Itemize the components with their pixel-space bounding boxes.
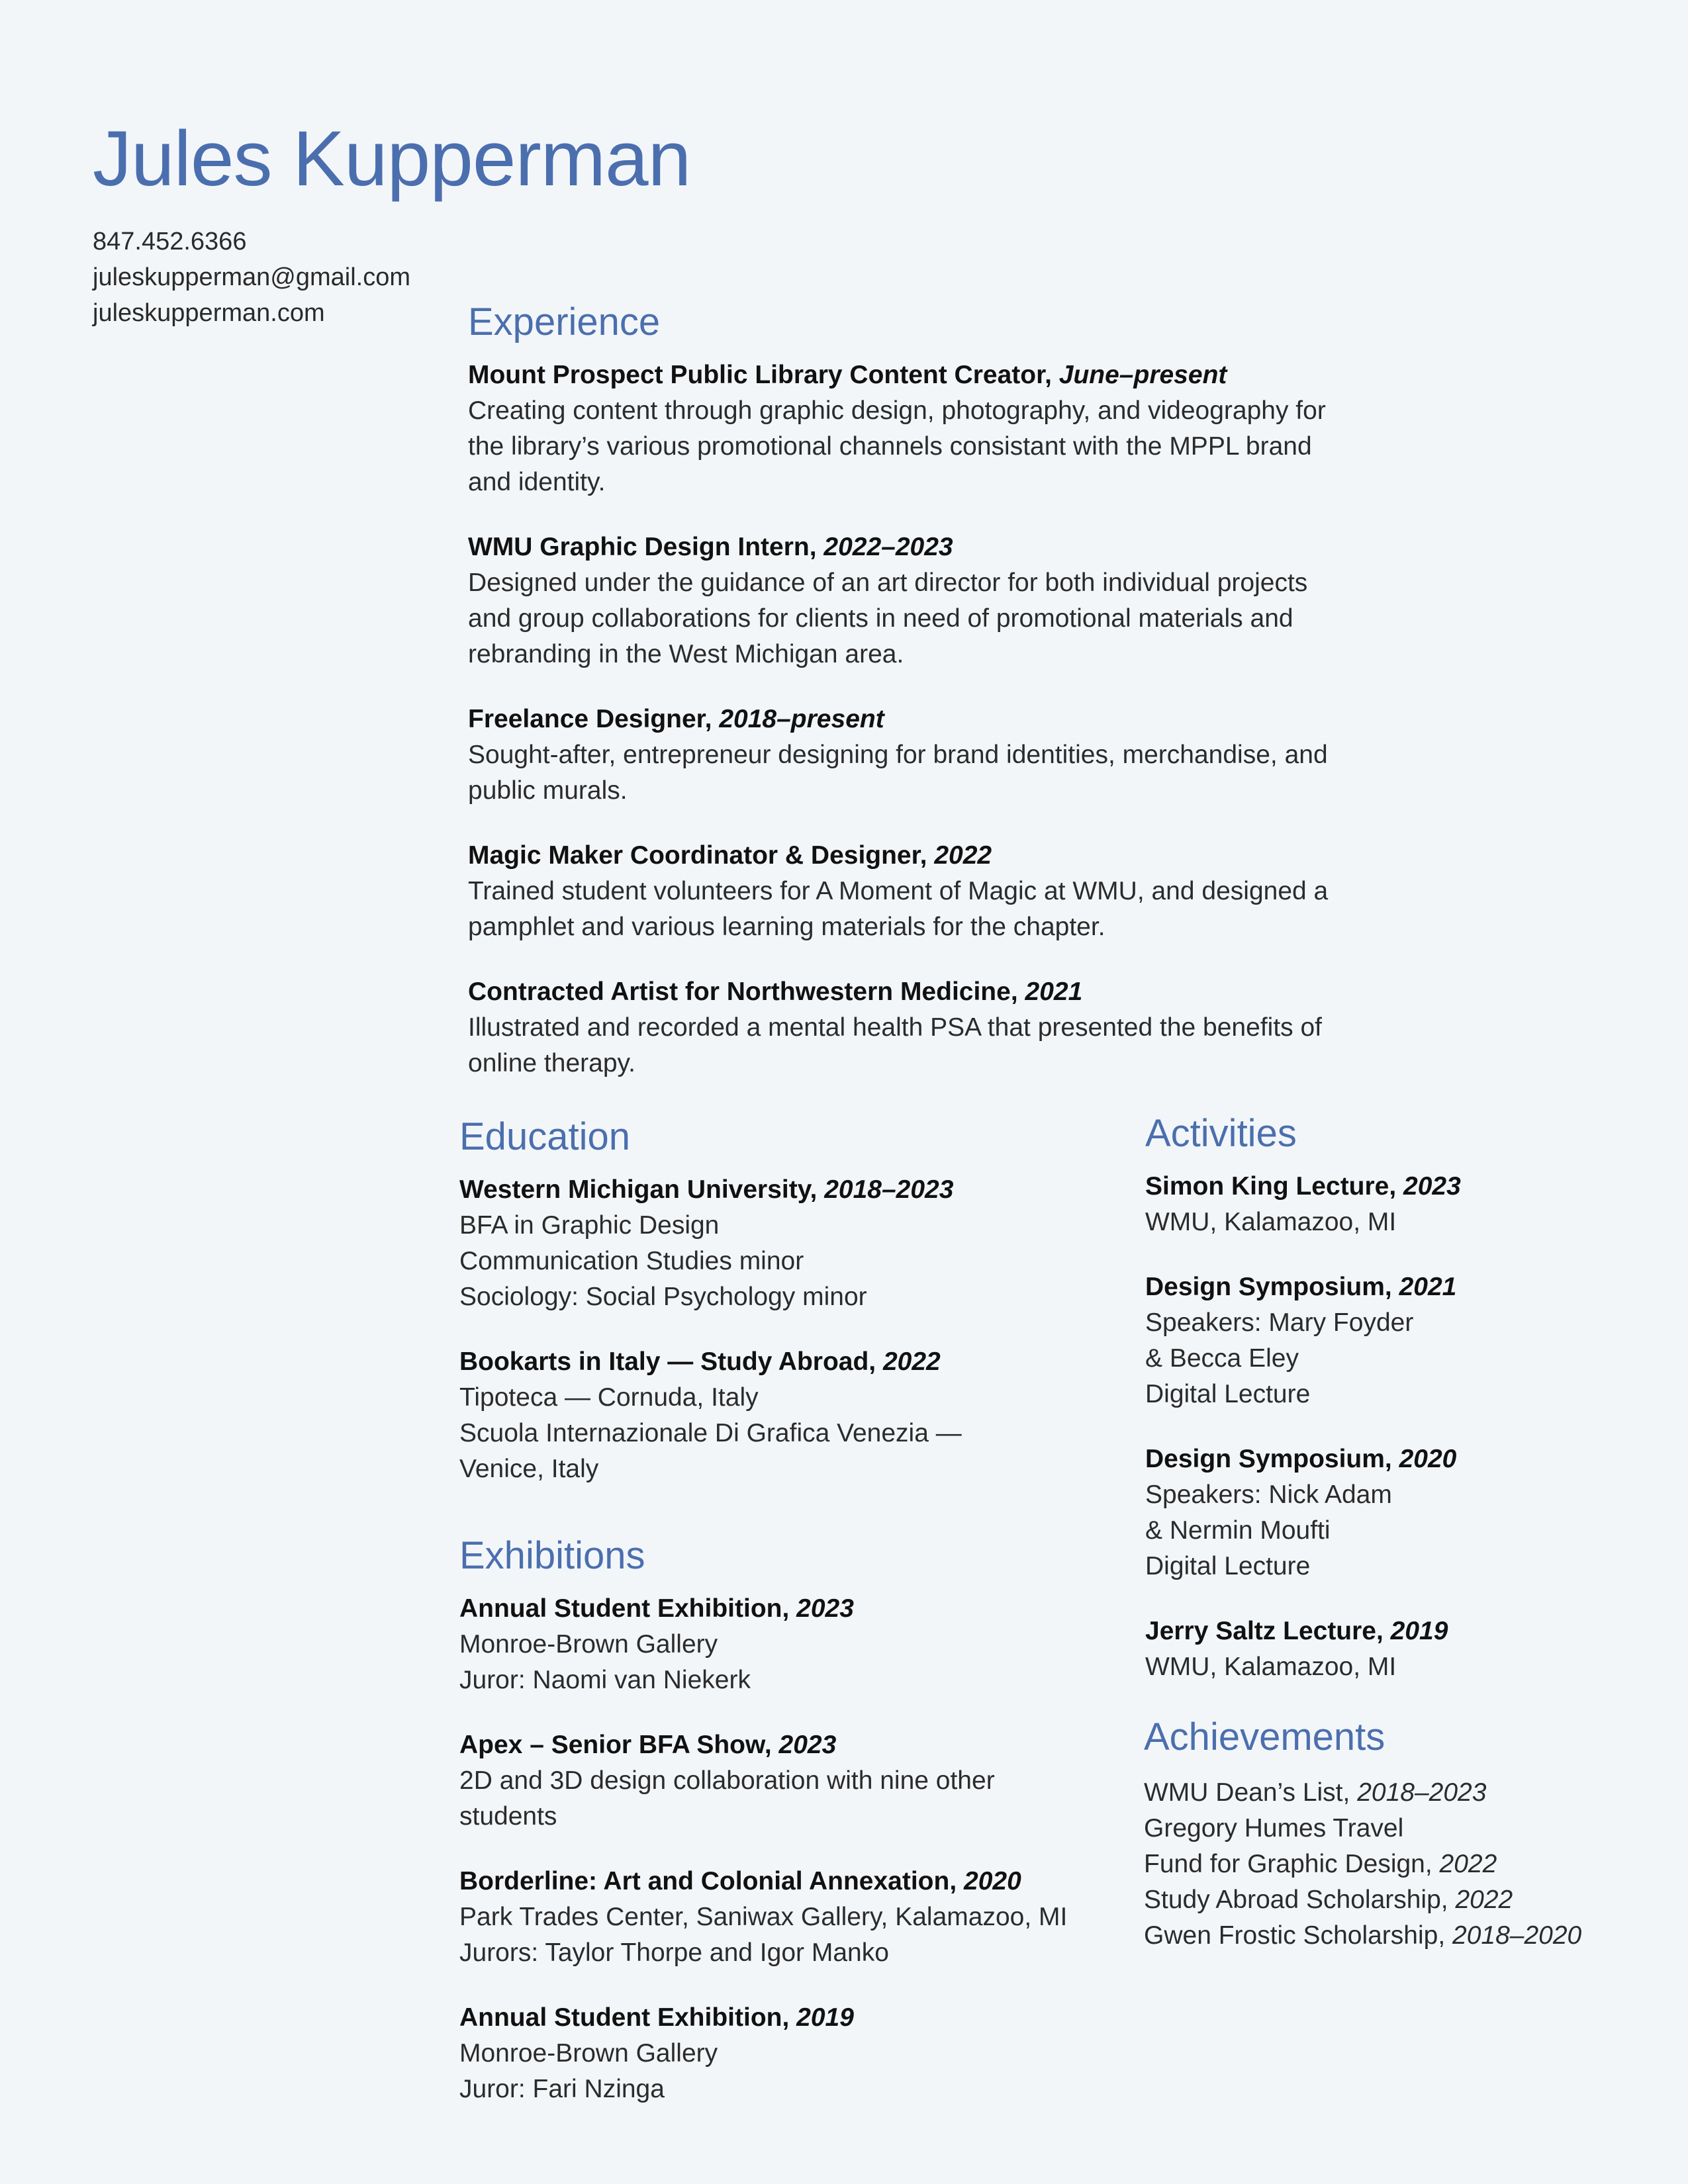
entry-description-line: Illustrated and recorded a mental health PSA that presented the benefits of bbox=[468, 1013, 1323, 1042]
entry-description-line: Park Trades Center, Saniwax Gallery, Kalamazoo, MI bbox=[459, 1902, 1068, 1931]
achievement-item bbox=[1144, 1882, 1647, 1918]
entry-description-line: Monroe-Brown Gallery bbox=[459, 2038, 718, 2068]
entry-description-line: Designed under the guidance of an art director for both individual projects bbox=[468, 568, 1308, 597]
entry-years: 2021 bbox=[1399, 1272, 1457, 1301]
entry-description-line: Digital Lecture bbox=[1145, 1379, 1311, 1408]
entry-years: 2022–2023 bbox=[823, 532, 953, 561]
achievement-item bbox=[1144, 1918, 1647, 1954]
entry-years: 2019 bbox=[796, 2003, 854, 2032]
entry bbox=[1145, 1614, 1609, 1685]
entry-description-line: Monroe-Brown Gallery bbox=[459, 1629, 718, 1659]
entry-title: Design Symposium, bbox=[1145, 1444, 1399, 1473]
entry bbox=[468, 357, 1461, 500]
entry-heading bbox=[459, 2000, 1095, 2036]
entry-years: 2023 bbox=[778, 1730, 837, 1759]
entry bbox=[468, 529, 1461, 672]
entry-description-line: Juror: Naomi van Niekerk bbox=[459, 1665, 751, 1694]
entry-heading bbox=[1145, 1169, 1609, 1205]
phone-number: 847.452.6366 bbox=[93, 228, 247, 255]
entry-heading bbox=[459, 1864, 1095, 1899]
entry-title: Simon King Lecture, bbox=[1145, 1171, 1404, 1201]
exhibitions-section bbox=[459, 1533, 1095, 2136]
website: juleskupperman.com bbox=[93, 299, 325, 327]
entry-years: 2023 bbox=[796, 1594, 854, 1623]
entry-description-line: Venice, Italy bbox=[459, 1454, 599, 1483]
entry-heading bbox=[459, 1591, 1095, 1627]
entry-heading bbox=[468, 529, 1461, 565]
entry bbox=[468, 838, 1461, 945]
entry-description-line: Juror: Fari Nzinga bbox=[459, 2074, 665, 2103]
entry-title: Freelance Designer, bbox=[468, 704, 720, 733]
entry-description-line: 2D and 3D design collaboration with nine other bbox=[459, 1766, 995, 1795]
entry-description-line: public murals. bbox=[468, 776, 628, 805]
entry-heading bbox=[468, 702, 1461, 737]
entry bbox=[459, 1591, 1095, 1698]
entry-title: Jerry Saltz Lecture, bbox=[1145, 1616, 1391, 1645]
entry-title: Design Symposium, bbox=[1145, 1272, 1399, 1301]
entry-description-line: the library’s various promotional channels consistant with the MPPL brand bbox=[468, 432, 1312, 461]
entry bbox=[459, 2000, 1095, 2107]
entry-title: Borderline: Art and Colonial Annexation, bbox=[459, 1866, 964, 1895]
entry bbox=[468, 974, 1461, 1081]
entry-description-line: Tipoteca — Cornuda, Italy bbox=[459, 1383, 759, 1412]
entry-description-line: Jurors: Taylor Thorpe and Igor Manko bbox=[459, 1938, 889, 1967]
entry-heading bbox=[459, 1344, 1095, 1380]
entry-description-line: WMU, Kalamazoo, MI bbox=[1145, 1207, 1397, 1236]
entry-description-line: Communication Studies minor bbox=[459, 1246, 804, 1275]
achievement-years: 2018–2023 bbox=[1357, 1778, 1487, 1807]
education-section bbox=[459, 1114, 1095, 1516]
entry-heading bbox=[468, 357, 1461, 393]
experience-section bbox=[468, 299, 1461, 1111]
entry-title: Annual Student Exhibition, bbox=[459, 1594, 797, 1623]
experience-heading: Experience bbox=[468, 300, 661, 343]
entry-description-line: and group collaborations for clients in need of promotional materials and bbox=[468, 604, 1293, 633]
entry bbox=[459, 1172, 1095, 1315]
entry-heading bbox=[1145, 1269, 1609, 1305]
entry-description-line: and identity. bbox=[468, 467, 606, 496]
entry-title: Western Michigan University, bbox=[459, 1175, 825, 1204]
entry-heading bbox=[459, 1727, 1095, 1763]
entry-title: Annual Student Exhibition, bbox=[459, 2003, 797, 2032]
achievement-text: Fund for Graphic Design, bbox=[1144, 1849, 1440, 1878]
entry-heading bbox=[1145, 1441, 1609, 1477]
entry-description-line: WMU, Kalamazoo, MI bbox=[1145, 1652, 1397, 1681]
achievement-text: Study Abroad Scholarship, bbox=[1144, 1885, 1456, 1914]
achievement-text: Gwen Frostic Scholarship, bbox=[1144, 1921, 1453, 1950]
entry-title: Mount Prospect Public Library Content Creator, bbox=[468, 360, 1059, 389]
entry-years: 2018–present bbox=[719, 704, 884, 733]
entry-years: 2020 bbox=[964, 1866, 1021, 1895]
resume-name: Jules Kupperman bbox=[93, 115, 691, 203]
entry-title: WMU Graphic Design Intern, bbox=[468, 532, 824, 561]
achievement-item bbox=[1144, 1846, 1647, 1882]
entry-title: Contracted Artist for Northwestern Medicine, bbox=[468, 977, 1025, 1006]
achievements-section bbox=[1144, 1714, 1647, 1954]
entry-title: Apex – Senior BFA Show, bbox=[459, 1730, 779, 1759]
entry-years: 2023 bbox=[1403, 1171, 1461, 1201]
entry-description-line: BFA in Graphic Design bbox=[459, 1210, 720, 1240]
entry bbox=[459, 1727, 1095, 1835]
entry-years: 2018–2023 bbox=[824, 1175, 954, 1204]
entry bbox=[459, 1344, 1095, 1487]
achievements-heading: Achievements bbox=[1144, 1715, 1385, 1758]
entry bbox=[1145, 1169, 1609, 1240]
entry-description-line: Sought-after, entrepreneur designing for brand identities, merchandise, and bbox=[468, 740, 1328, 769]
entry-years: 2022 bbox=[934, 841, 992, 870]
entry-heading bbox=[459, 1172, 1095, 1208]
entry-heading bbox=[468, 974, 1461, 1010]
entry-years: 2022 bbox=[882, 1347, 941, 1376]
entry-description-line: Sociology: Social Psychology minor bbox=[459, 1282, 867, 1311]
achievement-item bbox=[1144, 1811, 1647, 1846]
achievement-years: 2018–2020 bbox=[1452, 1921, 1582, 1950]
entry-description-line: Scuola Internazionale Di Grafica Venezia — bbox=[459, 1418, 962, 1447]
achievement-text: WMU Dean’s List, bbox=[1144, 1778, 1358, 1807]
email-address: juleskupperman@gmail.com bbox=[93, 263, 410, 291]
entry-title: Bookarts in Italy — Study Abroad, bbox=[459, 1347, 883, 1376]
entry-years: 2021 bbox=[1025, 977, 1083, 1006]
entry-description-line: Creating content through graphic design, photography, and videography for bbox=[468, 396, 1326, 425]
entry-description-line: Speakers: Mary Foyder bbox=[1145, 1308, 1414, 1337]
entry bbox=[1145, 1269, 1609, 1412]
entry-years: 2020 bbox=[1399, 1444, 1457, 1473]
achievement-years: 2022 bbox=[1439, 1849, 1497, 1878]
entry-description-line: Digital Lecture bbox=[1145, 1551, 1311, 1580]
entry-description-line: Speakers: Nick Adam bbox=[1145, 1480, 1392, 1509]
entry-years: June–present bbox=[1058, 360, 1227, 389]
entry-description-line: rebranding in the West Michigan area. bbox=[468, 639, 904, 668]
entry-heading bbox=[468, 838, 1461, 874]
achievement-text: Gregory Humes Travel bbox=[1144, 1813, 1404, 1843]
entry-description-line: & Nermin Moufti bbox=[1145, 1516, 1331, 1545]
achievements-list bbox=[1144, 1775, 1647, 1954]
entry bbox=[459, 1864, 1095, 1971]
entry bbox=[1145, 1441, 1609, 1584]
entry-years: 2019 bbox=[1390, 1616, 1448, 1645]
achievement-years: 2022 bbox=[1455, 1885, 1513, 1914]
exhibitions-heading: Exhibitions bbox=[459, 1534, 645, 1577]
entry bbox=[468, 702, 1461, 809]
achievement-item bbox=[1144, 1775, 1647, 1811]
education-heading: Education bbox=[459, 1115, 630, 1158]
activities-heading: Activities bbox=[1145, 1112, 1297, 1155]
entry-description-line: & Becca Eley bbox=[1145, 1343, 1299, 1373]
contact-block bbox=[93, 224, 410, 331]
entry-title: Magic Maker Coordinator & Designer, bbox=[468, 841, 935, 870]
entry-description-line: online therapy. bbox=[468, 1048, 635, 1077]
entry-description-line: Trained student volunteers for A Moment of Magic at WMU, and designed a bbox=[468, 876, 1329, 905]
entry-heading bbox=[1145, 1614, 1609, 1649]
activities-section bbox=[1145, 1111, 1609, 1714]
entry-description-line: students bbox=[459, 1801, 557, 1831]
entry-description-line: pamphlet and various learning materials for the chapter. bbox=[468, 912, 1105, 941]
